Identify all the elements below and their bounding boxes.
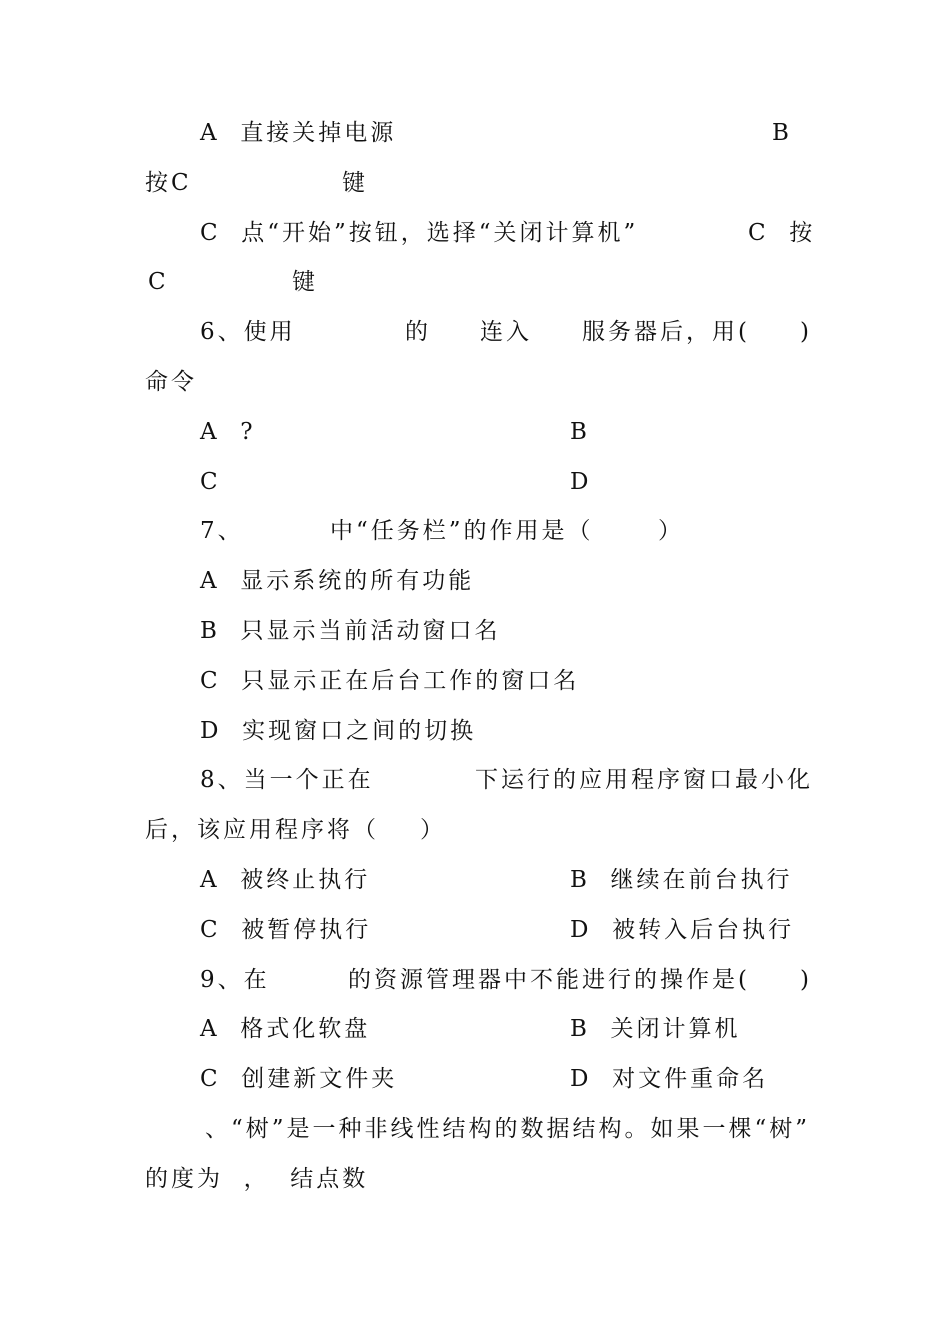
text-line-18-segment-1: 9、在: [200, 967, 270, 993]
text-line-16-segment-2: B 继续在前台执行: [570, 867, 793, 893]
text-line-19-segment-1: A 格式化软盘: [200, 1016, 371, 1042]
text-line-16-segment-1: A 被终止执行: [200, 867, 371, 893]
text-line-20-segment-2: D 对文件重命名: [570, 1066, 769, 1092]
text-line-14-segment-1: 8、当一个正在: [200, 767, 374, 793]
text-line-2-segment-1: 按C: [145, 170, 192, 196]
text-line-5-segment-2: 的: [405, 319, 431, 345]
text-line-4-segment-2: 键: [292, 269, 318, 295]
text-line-8-segment-1: C: [200, 469, 221, 495]
text-line-11-segment-1: B 只显示当前活动窗口名: [200, 618, 501, 644]
text-line-5-segment-4: 服务器后，用(: [582, 319, 750, 345]
text-line-21-segment-1: 、“树”是一种非线性结构的数据结构。如果一棵“树”: [205, 1116, 811, 1142]
text-line-22-segment-1: 的度为 ， 结点数: [145, 1166, 369, 1192]
text-line-2-segment-2: 键: [342, 170, 368, 196]
text-line-5-segment-1: 6、使用: [200, 319, 296, 345]
text-line-12-segment-1: C 只显示正在后台工作的窗口名: [200, 668, 580, 694]
text-line-8-segment-2: D: [570, 469, 592, 495]
text-line-18-segment-3: ): [800, 967, 812, 993]
text-line-14-segment-2: 下运行的应用程序窗口最小化: [475, 767, 813, 793]
text-line-1-segment-1: A 直接关掉电源: [200, 120, 397, 146]
text-line-17-segment-1: C 被暂停执行: [200, 917, 372, 943]
text-line-20-segment-1: C 创建新文件夹: [200, 1066, 398, 1092]
text-line-6-segment-1: 命令: [145, 369, 197, 395]
text-line-13-segment-1: D 实现窗口之间的切换: [200, 718, 477, 744]
text-line-5-segment-3: 连入: [480, 319, 532, 345]
text-line-4-segment-1: C: [148, 269, 169, 295]
text-line-9-segment-1: 7、: [200, 518, 244, 544]
text-line-19-segment-2: B 关闭计算机: [570, 1016, 741, 1042]
text-line-5-segment-5: ): [800, 319, 812, 345]
text-line-3-segment-2: C 按: [748, 220, 816, 246]
text-line-10-segment-1: A 显示系统的所有功能: [200, 568, 475, 594]
text-line-18-segment-2: 的资源管理器中不能进行的操作是(: [348, 967, 750, 993]
text-line-1-segment-2: B: [772, 120, 792, 146]
text-line-7-segment-2: B: [570, 419, 590, 445]
text-line-15-segment-2: ）: [420, 817, 446, 843]
text-line-3-segment-1: C 点“开始”按钮，选择“关闭计算机”: [200, 220, 639, 246]
text-line-7-segment-1: A ?: [200, 419, 256, 445]
text-line-15-segment-1: 后，该应用程序将（: [145, 817, 379, 843]
text-line-9-segment-2: 中“任务栏”的作用是（: [330, 518, 594, 544]
text-line-9-segment-3: ）: [658, 518, 684, 544]
text-line-17-segment-2: D 被转入后台执行: [570, 917, 795, 943]
